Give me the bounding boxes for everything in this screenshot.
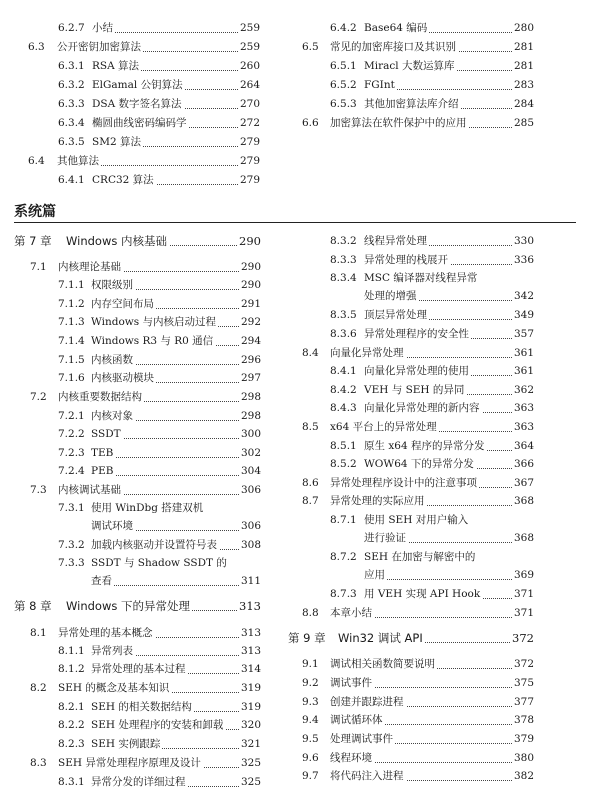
toc-entry-number: 6.5.1 [330,59,357,72]
toc-entry-number: 9.3 [302,695,319,708]
toc-entry-title: 其他加密算法库介绍 [364,95,461,113]
toc-entry-title: 异常处理程序的安全性 [364,325,471,343]
toc-entry-number: 8.3.5 [330,309,357,321]
toc-page-number: 330 [513,232,534,250]
toc-page-number: 313 [239,599,261,613]
toc-entry [14,716,261,734]
toc-entry-number: 8.3.3 [330,253,357,266]
toc-page-number: 379 [513,730,534,748]
toc-entry-title: 椭圆曲线密码编码学 [92,114,189,132]
toc-entry [28,171,260,189]
toc-page-number: 304 [240,462,261,480]
toc-entry-title: 内核重要数据结构 [58,388,144,406]
toc-entry-title: Miracl 大数运算库 [364,57,456,75]
toc-page-number: 366 [513,455,534,473]
toc-entry-number: 8.1 [30,626,47,639]
toc-entry-title: 顶层异常处理 [364,306,429,324]
toc-entry-number: 第 9 章 [288,631,326,645]
toc-entry-number: 7.1.3 [58,316,85,328]
toc-entry-number: 7.1.6 [58,372,85,384]
toc-entry-number: 7.2.2 [58,428,85,440]
toc-entry-title: SEH 实例跟踪 [91,735,162,753]
toc-entry-title: 异常列表 [91,642,135,660]
toc-entry-title: 创建并跟踪进程 [330,693,406,711]
toc-entry-title: 常见的加密库接口及其识别 [330,38,458,56]
toc-entry-number: 8.7.2 [330,551,357,563]
toc-page-number: 313 [240,624,261,642]
toc-entry-title: SSDT [91,425,123,443]
toc-entry-title: 调试事件 [330,674,374,692]
toc-entry-title: 本章小结 [330,604,374,622]
toc-entry-title: 向量化异常处理的使用 [364,362,471,380]
toc-entry-number: 6.5 [302,40,319,53]
toc-page-number: 325 [240,754,261,772]
toc-entry-number: 6.3.4 [58,116,85,129]
toc-entry-title: SEH 的概念及基本知识 [58,679,171,697]
toc-page-number: 382 [513,767,534,785]
toc-page-number: 294 [240,332,261,350]
toc-page-number: 361 [513,344,534,362]
toc-entry-title: CRC32 算法 [92,171,156,189]
toc-page-number: 272 [239,114,260,132]
toc-page-number: 321 [240,735,261,753]
toc-entry-number: 6.6 [302,116,319,129]
toc-entry [288,604,534,622]
toc-entry [288,251,534,269]
toc-chapter-entry [14,597,261,615]
toc-page-number: 319 [240,679,261,697]
toc-entry-number: 6.5.3 [330,97,357,110]
toc-page-number: 284 [513,95,534,113]
toc-entry-title: 将代码注入进程 [330,767,406,785]
toc-entry-title: 调试环境 [91,517,135,535]
toc-entry-number: 8.3.6 [330,328,357,340]
toc-page-number: 372 [513,655,534,673]
toc-entry-title: 异常处理的栈展开 [364,251,450,269]
toc-entry-title: 异常处理的实际应用 [330,492,427,510]
toc-page-number: 290 [240,276,261,294]
toc-page-number: 363 [513,418,534,436]
toc-entry-title: WOW64 下的异常分发 [364,455,476,473]
toc-entry-title: 异常处理程序设计中的注意事项 [330,474,479,492]
toc-entry-title: 使用 WinDbg 搭建双机 [91,499,205,517]
toc-page-number: 363 [513,399,534,417]
toc-entry-title: 原生 x64 程序的异常分发 [364,437,486,455]
toc-entry-number: 8.3 [30,757,47,769]
toc-entry-number: 8.2.3 [58,738,85,750]
toc-entry-number: 9.5 [302,733,319,745]
toc-entry-number: 6.5.2 [330,78,357,91]
toc-entry-number: 6.4.1 [58,173,85,186]
toc-entry-title: RSA 算法 [92,57,141,75]
toc-page-number: 375 [513,674,534,692]
toc-entry-number: 7.3.1 [58,502,85,514]
toc-page-number: 306 [240,517,261,535]
toc-page-number: 292 [240,313,261,331]
toc-entry-number: 8.2.2 [58,719,85,731]
toc-entry-number: 9.2 [302,677,319,689]
toc-entry-number: 8.6 [302,477,319,489]
toc-entry-number: 8.4.3 [330,402,357,414]
toc-entry-title: 线程异常处理 [364,232,429,250]
toc-page-number: 372 [512,631,534,645]
toc-entry-number: 6.4.2 [330,22,357,34]
toc-entry-number: 7.2 [30,391,47,403]
toc-entry [288,767,534,785]
toc-page-number: 298 [240,388,261,406]
toc-entry-number: 8.3.4 [330,272,357,284]
toc-entry-title: 内核对象 [91,407,135,425]
toc-entry-number: 6.3.2 [58,78,85,91]
toc-entry-title: 线程环境 [330,749,374,767]
toc-page-number: 378 [513,711,534,729]
toc-page-number: 371 [513,604,534,622]
toc-page-number: 361 [513,362,534,380]
toc-entry-number: 7.1.4 [58,335,85,347]
toc-page-number: 364 [513,437,534,455]
toc-entry [14,481,261,499]
toc-entry-title: Windows 与内核启动过程 [91,313,218,331]
toc-entry-title: 内核函数 [91,351,135,369]
toc-page-number: 290 [240,258,261,276]
toc-page-number: 369 [513,566,534,584]
toc-page-number: 259 [239,38,260,56]
toc-entry-number: 9.1 [302,658,319,670]
toc-entry-title: VEH 与 SEH 的异同 [364,381,466,399]
toc-page-number: 319 [240,698,261,716]
toc-entry-number: 7.2.1 [58,409,85,422]
toc-entry-number: 8.7 [302,495,319,507]
toc-entry-number: 8.7.1 [330,514,357,526]
toc-entry-title: SEH 处理程序的安装和卸载 [91,716,225,734]
toc-entry-number: 8.1.2 [58,663,85,675]
toc-entry-number: 8.4.2 [330,383,357,396]
toc-page-number: 283 [513,76,534,94]
toc-page-number: 357 [513,325,534,343]
toc-page-number: 367 [513,474,534,492]
toc-entry-title: 异常分发的详细过程 [91,773,188,791]
toc-entry-number: 7.3 [30,483,47,496]
toc-entry-number: 8.4.1 [330,365,357,377]
toc-entry-title: Windows 下的异常处理 [66,599,190,613]
part-heading: 系统篇 [14,204,56,220]
toc-entry-number: 9.6 [302,751,319,764]
toc-entry-number: 7.1 [30,261,47,273]
toc-page-number: 380 [513,749,534,767]
toc-entry-title: x64 平台上的异常处理 [330,418,439,436]
toc-page-number: 285 [513,114,534,132]
toc-entry-title: SSDT 与 Shadow SSDT 的 [91,554,229,572]
toc-entry-number: 8.7.3 [330,588,357,600]
toc-page-number: 342 [513,287,534,305]
toc-page-number: 311 [240,572,261,590]
toc-page-number: 308 [240,536,261,554]
toc-page-number: 281 [513,57,534,75]
toc-entry-title: Windows 内核基础 [66,234,167,248]
toc-page-number: 259 [239,19,260,37]
toc-chapter-entry [14,232,261,250]
toc-entry-title: 内核调试基础 [58,481,123,499]
toc-page-number: 377 [513,693,534,711]
toc-entry-number: 8.3.1 [58,775,85,788]
toc-entry-title: Win32 调试 API [338,631,423,645]
toc-entry-title: Windows R3 与 R0 通信 [91,332,215,350]
toc-entry-number: 8.5.1 [330,439,357,452]
toc-entry-number: 6.3.3 [58,97,85,110]
toc-entry-title: 向量化异常处理的新内容 [364,399,482,417]
toc-entry-title: TEB [91,444,115,462]
toc-entry [302,114,534,132]
toc-entry [14,572,261,590]
toc-page-number: 362 [513,381,534,399]
toc-entry-title: 异常处理的基本过程 [91,660,188,678]
toc-page-number: 270 [239,95,260,113]
toc-entry-title: DSA 数字签名算法 [92,95,184,113]
toc-chapter-entry [288,629,534,647]
toc-page-number: 349 [513,306,534,324]
toc-entry-number: 8.3.2 [330,235,357,247]
toc-entry-number: 9.4 [302,714,319,726]
toc-page-number: 279 [239,171,260,189]
toc-page-number: 320 [240,716,261,734]
toc-entry-title: 向量化异常处理 [330,344,406,362]
toc-page-number: 325 [240,773,261,791]
heading-rule [14,222,576,223]
toc-page-number: 313 [240,642,261,660]
toc-leader-dots [95,457,241,476]
toc-page-number: 290 [239,234,261,248]
toc-entry-number: 6.3 [28,40,45,53]
toc-entry [288,492,534,510]
toc-entry-title: MSC 编译器对线程异常 [364,269,479,287]
toc-entry-title: 公开密钥加密算法 [57,38,143,56]
toc-entry-title: 小结 [92,19,115,37]
toc-entry-title: 处理的增强 [364,287,419,305]
toc-entry-number: 第 7 章 [14,234,52,248]
toc-entry-title: 异常处理的基本概念 [58,624,155,642]
toc-page-number: 296 [240,351,261,369]
toc-entry-number: 6.3.5 [58,135,85,148]
toc-page-number: 291 [240,295,261,313]
toc-entry-number: 7.2.3 [58,446,85,459]
toc-entry-title: 查看 [91,572,114,590]
toc-entry-title: 应用 [364,566,387,584]
toc-entry-title: SEH 的相关数据结构 [91,698,194,716]
toc-entry-title: 进行验证 [364,529,408,547]
toc-entry-title: PEB [91,462,115,480]
toc-entry-title: 内存空间布局 [91,295,156,313]
toc-page-number: 368 [513,492,534,510]
toc-entry-title: 使用 SEH 对用户输入 [364,511,470,529]
toc-entry-title: SEH 异常处理程序原理及设计 [58,754,203,772]
toc-entry-number: 9.7 [302,770,319,782]
toc-entry-title: ElGamal 公钥算法 [92,76,185,94]
toc-entry-title: 内核驱动模块 [91,369,156,387]
toc-entry-title: 用 VEH 实现 API Hook [364,585,482,603]
toc-entry-title: 调试相关函数简要说明 [330,655,437,673]
toc-entry-title: 其他算法 [57,152,101,170]
toc-entry-number: 8.5.2 [330,458,357,470]
toc-leader-dots [96,14,240,33]
toc-entry-title: Base64 编码 [364,19,429,37]
toc-entry-title: 调试循环体 [330,711,385,729]
toc-page-number: 279 [239,133,260,151]
toc-entry-title: SEH 在加密与解密中的 [364,548,477,566]
toc-entry-number: 7.3.2 [58,538,85,551]
toc-page-number: 336 [513,251,534,269]
toc-page-number: 300 [240,425,261,443]
toc-entry-number: 6.2.7 [58,22,85,34]
toc-entry-number: 6.3.1 [58,59,85,72]
toc-entry-number: 7.1.2 [58,297,85,310]
toc-entry-number: 7.2.4 [58,465,85,477]
toc-entry-title: 加密算法在软件保护中的应用 [330,114,469,132]
toc-page-number: 368 [513,529,534,547]
toc-entry-number: 8.1.1 [58,644,85,657]
toc-entry-number: 7.1.5 [58,353,85,366]
toc-page-number: 280 [513,19,534,37]
toc-entry [14,536,261,554]
toc-entry-number: 8.2.1 [58,700,85,713]
toc-entry-title: 处理调试事件 [330,730,395,748]
toc-entry-number: 6.4 [28,154,45,167]
toc-entry [288,529,534,547]
toc-page-number: 302 [240,444,261,462]
toc-page-number: 264 [239,76,260,94]
toc-entry-number: 8.4 [302,346,319,359]
toc-page-number: 371 [513,585,534,603]
toc-entry-number: 7.1.1 [58,279,85,291]
toc-page-number: 314 [240,660,261,678]
toc-page-number: 260 [239,57,260,75]
toc-entry-title: FGInt [364,76,397,94]
toc-page-number: 281 [513,38,534,56]
toc-entry-number: 8.2 [30,682,47,694]
toc-page-number: 297 [240,369,261,387]
toc-entry-number: 7.3.3 [58,557,85,569]
toc-page-number: 298 [240,407,261,425]
toc-entry [14,554,261,572]
toc-entry [14,773,261,791]
toc-entry-title: SM2 算法 [92,133,143,151]
toc-page-number: 306 [240,481,261,499]
toc-entry-number: 第 8 章 [14,599,52,613]
toc-entry-title: 权限级别 [91,276,135,294]
toc-page-number: 279 [239,152,260,170]
toc-entry-number: 8.8 [302,607,319,619]
toc-entry-title: 内核理论基础 [58,258,123,276]
toc-entry-number: 8.5 [302,421,319,433]
toc-entry-title: 加载内核驱动并设置符号表 [91,536,219,554]
